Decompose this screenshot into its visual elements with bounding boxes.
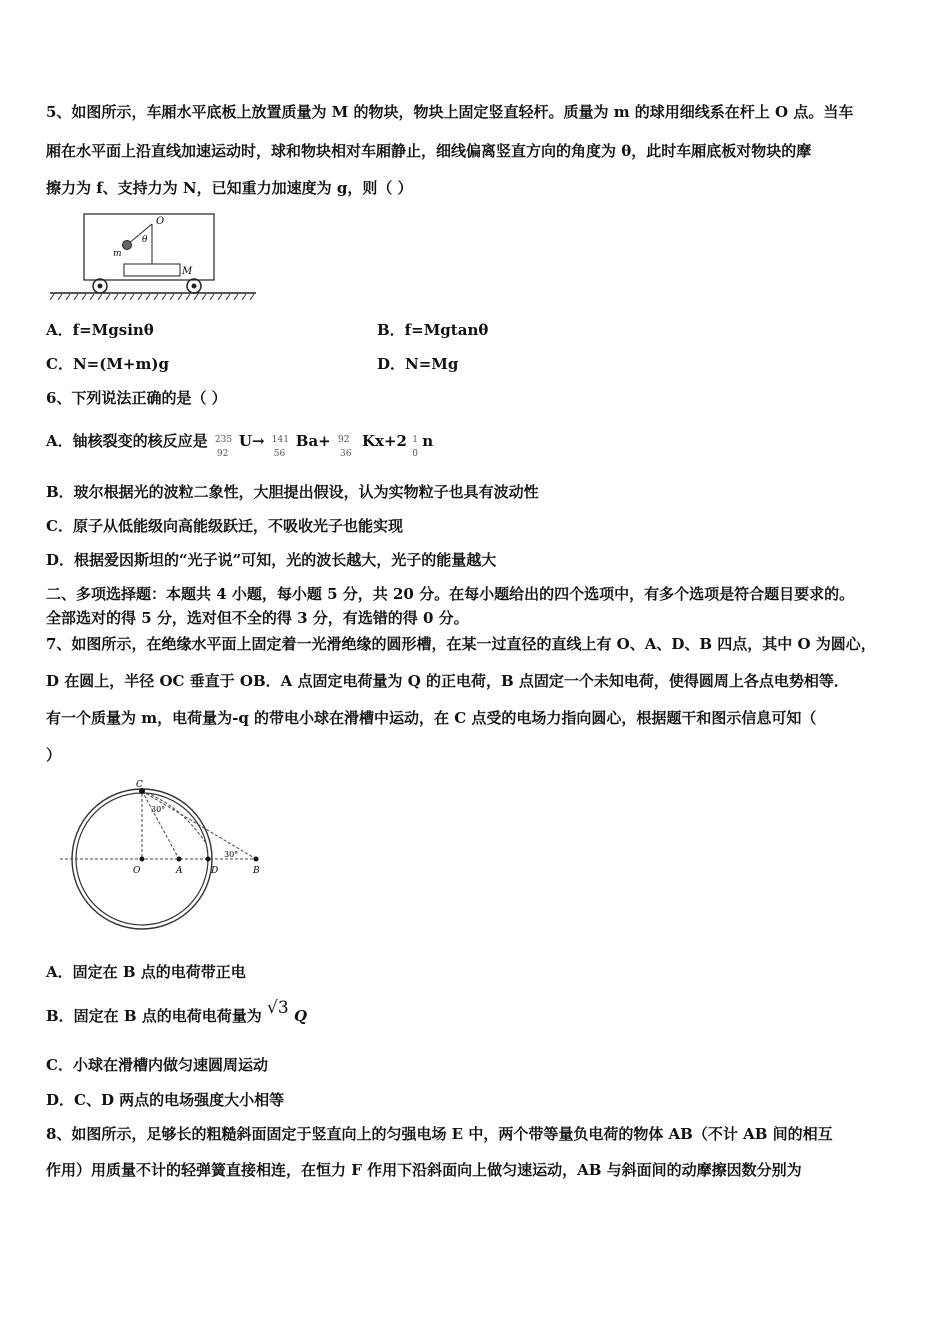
- sqrt3: √3: [267, 998, 289, 1018]
- q7-stem-line2: D 在圆上，半径 OC 垂直于 OB．A 点固定电荷量为 Q 的正电荷，B 点固定一个未知电荷，使得圆周上各点电势相等．: [46, 672, 849, 690]
- q7-option-b-prefix: B．固定在 B 点的电荷电荷量为: [46, 1007, 262, 1025]
- q7-label-b: B: [253, 866, 260, 876]
- q7-option-a[interactable]: A．固定在 B 点的电荷带正电: [46, 963, 246, 981]
- q5-option-b[interactable]: B．f=Mgtanθ: [377, 321, 489, 339]
- q5-option-c[interactable]: C．N=(M+m)g: [46, 355, 169, 373]
- q6-option-d[interactable]: D．根据爱因斯坦的“光子说”可知，光的波长越大，光子的能量越大: [46, 551, 497, 569]
- q6-option-a-prefix: A．铀核裂变的核反应是: [46, 432, 208, 450]
- q5-figure-cart: [46, 210, 261, 310]
- q7-option-d[interactable]: D．C、D 两点的电场强度大小相等: [46, 1091, 285, 1109]
- q5-label-o: O: [156, 216, 165, 227]
- q7-label-d: D: [211, 866, 219, 876]
- q6-option-b[interactable]: B．玻尔根据光的波粒二象性，大胆提出假设，认为实物粒子也具有波动性: [46, 483, 539, 501]
- q5-label-m: m: [113, 249, 122, 259]
- q7-stem-line3: 有一个质量为 m，电荷量为-q 的带电小球在滑槽中运动，在 C 点受的电场力指向圆心，根据题干和图示信息可知（: [46, 709, 817, 727]
- q7-label-a: A: [176, 866, 183, 876]
- q7-label-angle1: 30°: [151, 805, 166, 814]
- q7-label-angle2: 30°: [224, 850, 239, 859]
- q7-label-o: O: [133, 866, 141, 876]
- q5-label-theta: θ: [142, 235, 148, 245]
- section2-line1: 二、多项选择题：本题共 4 小题，每小题 5 分，共 20 分。在每小题给出的四个选项中，有多个选项是符合题目要求的。: [46, 585, 855, 603]
- q5-option-d[interactable]: D．N=Mg: [377, 355, 459, 373]
- section2-line2: 全部选对的得 5 分，选对但不全的得 3 分，有选错的得 0 分。: [46, 609, 469, 627]
- q5-stem-line1: 5、如图所示，车厢水平底板上放置质量为 M 的物块，物块上固定竖直轻杆。质量为 m 的球用细线系在杆上 O 点。当车: [46, 103, 854, 121]
- q6-option-a[interactable]: A．铀核裂变的核反应是 235 92 U→ 141 56 Ba+ 92 36 Kx+2 1 0 n: [46, 426, 433, 460]
- q5-label-M: M: [182, 266, 193, 277]
- q6-option-c[interactable]: C．原子从低能级向高能级跃迁，不吸收光子也能实现: [46, 517, 403, 535]
- nuclide-uranium: 235 92: [214, 435, 233, 459]
- q6-stem: 6、下列说法正确的是（ ）: [46, 389, 227, 407]
- q7-option-b[interactable]: [46, 998, 308, 1026]
- q8-stem-line1: 8、如图所示，足够长的粗糙斜面固定于竖直向上的匀强电场 E 中，两个带等量负电荷的物体 AB（不计 AB 间的相互: [46, 1125, 833, 1143]
- q7-stem-line4: ）: [46, 746, 62, 764]
- nuclide-neutron: 1 0: [412, 435, 418, 459]
- q7-stem-line1: 7、如图所示，在绝缘水平面上固定着一光滑绝缘的圆形槽，在某一过直径的直线上有 O、A、D、B 四点，其中 O 为圆心，: [46, 635, 876, 653]
- nuclide-krypton: 92 36: [337, 435, 352, 459]
- q7-option-c[interactable]: C．小球在滑槽内做匀速圆周运动: [46, 1056, 268, 1074]
- q5-stem-line3: 擦力为 f、支持力为 N，已知重力加速度为 g，则（ ）: [46, 179, 413, 197]
- q5-stem-line2: 厢在水平面上沿直线加速运动时，球和物块相对车厢静止，细线偏离竖直方向的角度为 θ，此时车厢底板对物块的摩: [46, 142, 812, 160]
- q7-label-c: C: [136, 780, 143, 790]
- q8-stem-line2: 作用）用质量不计的轻弹簧直接相连，在恒力 F 作用下沿斜面向上做匀速运动，AB 与斜面间的动摩擦因数分别为: [46, 1161, 802, 1179]
- q7-option-b-q: Q: [293, 1007, 308, 1025]
- q5-option-a[interactable]: A．f=Mgsinθ: [46, 321, 154, 339]
- nuclide-barium: 141 56: [271, 435, 289, 459]
- q7-figure-circle: [60, 780, 275, 935]
